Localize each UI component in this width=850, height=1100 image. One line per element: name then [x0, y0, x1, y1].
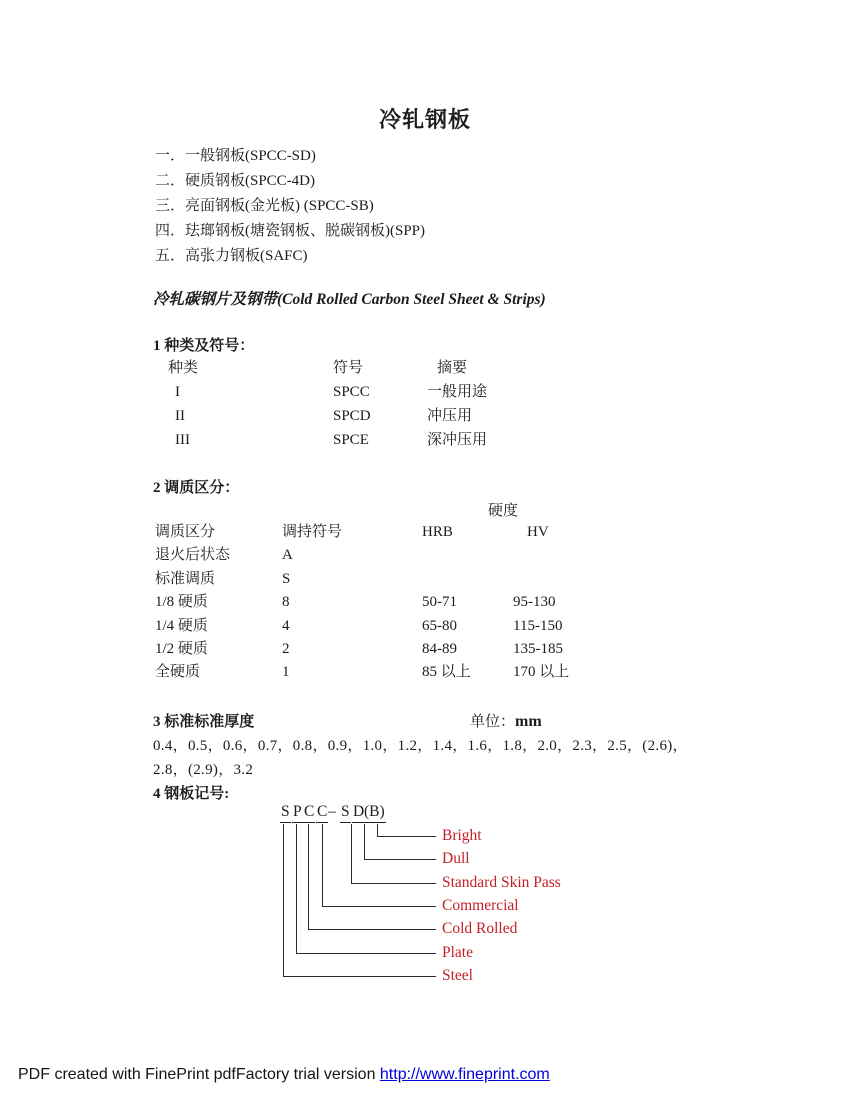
code-label-bright: Bright	[442, 827, 482, 844]
unit-caption: 单位：	[470, 714, 516, 730]
list-item: 三．亮面钢板(金光板) (SPCC-SB)	[155, 198, 374, 214]
table-cell: 8	[282, 594, 290, 611]
column-header: 摘要	[437, 360, 468, 376]
table-cell: 84-89	[422, 640, 457, 657]
hardness-group-label: 硬度	[488, 503, 519, 519]
kinds-table	[0, 356, 850, 452]
column-header: 调质区分	[155, 524, 216, 540]
table-header-row	[0, 521, 850, 544]
thickness-values-line2: 2.8，(2.9)，3.2	[153, 762, 254, 778]
page-title: 冷轧钢板	[378, 107, 471, 132]
table-row	[0, 568, 850, 591]
code-label-dull: Dull	[442, 850, 470, 867]
steel-types-list	[155, 144, 425, 269]
table-cell: 4	[282, 617, 290, 634]
table-row	[0, 615, 850, 638]
code-label-skin-pass: Standard Skin Pass	[442, 874, 561, 891]
table-cell: 2	[282, 640, 290, 657]
section1-heading: 1 种类及符号：	[153, 338, 255, 354]
section3-heading: 3 标准标准厚度	[153, 714, 255, 730]
table-cell: 退火后状态	[155, 547, 231, 564]
code-letter: C	[316, 803, 328, 823]
table-row	[0, 428, 850, 452]
table-row	[0, 638, 850, 661]
table-cell: 50-71	[422, 594, 457, 611]
table-row	[0, 544, 850, 567]
footer-text: PDF created with FinePrint pdfFactory trial version	[18, 1066, 380, 1083]
table-cell: 170 以上	[513, 664, 570, 681]
table-row	[0, 661, 850, 684]
code-letter: D	[352, 803, 365, 823]
table-row	[0, 404, 850, 428]
list-item: 五．高张力钢板(SAFC)	[155, 248, 308, 264]
code-dash: –	[328, 803, 336, 820]
code-letter: P	[292, 803, 303, 823]
code-letter: (B)	[363, 803, 386, 823]
table-cell: 95-130	[513, 594, 556, 611]
table-cell: II	[175, 408, 185, 424]
table-cell: 1/2 硬质	[155, 640, 208, 657]
fineprint-link[interactable]: http://www.fineprint.com	[379, 1066, 550, 1083]
table-cell: 深冲压用	[427, 432, 488, 448]
code-label-plate: Plate	[442, 944, 473, 961]
table-cell: 135-185	[513, 640, 563, 657]
code-label-cold-rolled: Cold Rolled	[442, 920, 518, 937]
code-letter: S	[340, 803, 351, 823]
code-label-steel: Steel	[442, 967, 473, 984]
table-cell: 冲压用	[427, 408, 473, 424]
column-header: 调持符号	[282, 524, 343, 540]
thickness-values-line1: 0.4，0.5，0.6，0.7，0.8，0.9，1.0，1.2，1.4，1.6，1.8，2.0，2.3，2.5，(2.6)，	[153, 738, 688, 754]
table-cell: 85 以上	[422, 664, 471, 681]
list-item: 四．珐瑯钢板(塘瓷钢板、脱碳钢板)(SPP)	[155, 223, 426, 239]
table-cell: 115-150	[513, 617, 563, 634]
code-letter: C	[303, 803, 315, 823]
table-cell: I	[175, 384, 180, 400]
document-subtitle: 冷轧碳钢片及钢带(Cold Rolled Carbon Steel Sheet & Strips)	[153, 291, 546, 308]
table-cell: SPCE	[333, 432, 369, 448]
connector-line	[283, 824, 436, 977]
table-cell: 65-80	[422, 617, 457, 634]
column-header: 符号	[333, 360, 364, 376]
temper-table	[0, 521, 850, 685]
table-cell: III	[175, 432, 190, 448]
code-letter: S	[280, 803, 291, 823]
list-item: 一．一般钢板(SPCC-SD)	[155, 148, 316, 164]
table-cell: S	[282, 570, 291, 587]
table-cell: 一般用途	[427, 384, 488, 400]
table-cell: 标准调质	[155, 570, 216, 587]
column-header: 种类	[168, 360, 199, 376]
unit-label	[470, 710, 542, 731]
column-header: HRB	[422, 524, 453, 540]
table-header-row	[0, 356, 850, 380]
table-cell: 1/4 硬质	[155, 617, 208, 634]
unit-value: mm	[515, 713, 542, 730]
table-row	[0, 591, 850, 614]
list-item: 二．硬质钢板(SPCC-4D)	[155, 173, 316, 189]
table-row	[0, 380, 850, 404]
table-cell: 1	[282, 664, 290, 681]
pdf-footer	[18, 1066, 550, 1084]
table-cell: 1/8 硬质	[155, 594, 208, 611]
code-label-commercial: Commercial	[442, 897, 519, 914]
table-cell: SPCD	[333, 408, 371, 424]
section2-heading: 2 调质区分：	[153, 480, 240, 496]
table-cell: SPCC	[333, 384, 370, 400]
table-cell: 全硬质	[155, 664, 201, 681]
section4-heading: 4 钢板记号:	[153, 786, 230, 802]
table-cell: A	[282, 547, 293, 564]
column-header: HV	[527, 524, 549, 540]
